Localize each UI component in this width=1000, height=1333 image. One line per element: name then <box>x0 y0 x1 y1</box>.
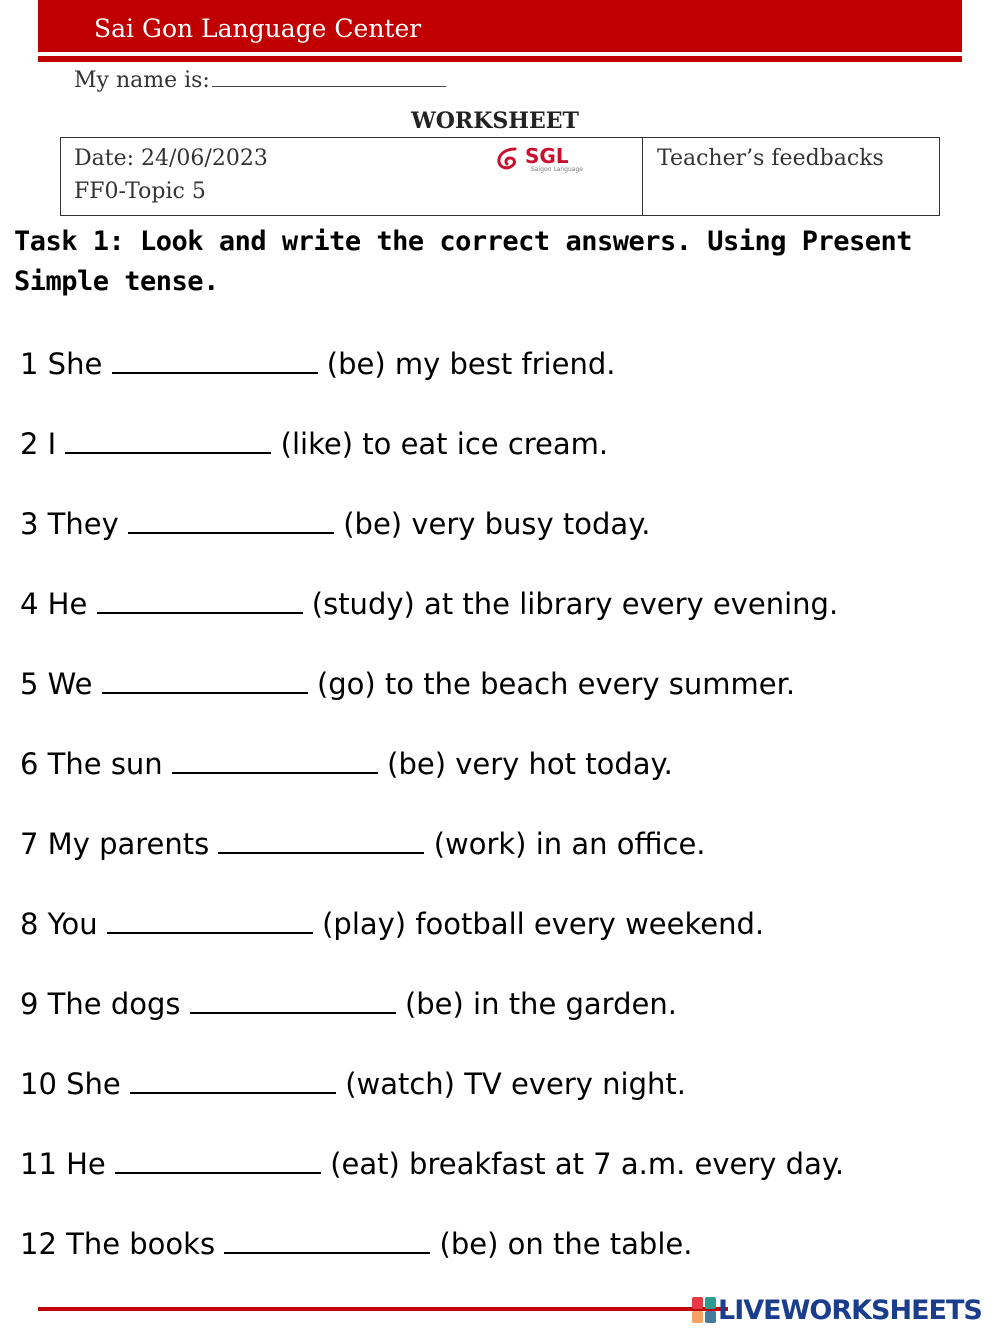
item-prefix: 4 He <box>20 587 88 621</box>
liveworksheets-logo <box>692 1294 982 1326</box>
item-suffix: (be) on the table. <box>439 1227 693 1261</box>
sgl-logo-icon <box>495 146 521 172</box>
exercise-item <box>20 1064 980 1144</box>
item-prefix: 12 The books <box>20 1227 216 1261</box>
item-prefix: 5 We <box>20 667 93 701</box>
exercise-list <box>20 344 980 1304</box>
item-suffix: (go) to the beach every summer. <box>316 667 796 701</box>
task-instruction: Task 1: Look and write the correct answers. Using Present Simple tense. <box>14 226 913 297</box>
exercise-item <box>20 424 980 504</box>
exercise-item <box>20 1144 980 1224</box>
exercise-item <box>20 664 980 744</box>
brand-icon-square <box>705 1311 716 1323</box>
answer-blank[interactable] <box>190 984 396 1014</box>
item-suffix: (eat) breakfast at 7 a.m. every day. <box>330 1147 845 1181</box>
exercise-item <box>20 1224 980 1304</box>
answer-blank[interactable] <box>102 664 308 694</box>
sgl-logo <box>495 144 605 176</box>
item-suffix: (watch) TV every night. <box>345 1067 686 1101</box>
answer-blank[interactable] <box>65 424 271 454</box>
item-prefix: 7 My parents <box>20 827 210 861</box>
item-suffix: (be) in the garden. <box>404 987 677 1021</box>
item-suffix: (like) to eat ice cream. <box>280 427 609 461</box>
item-prefix: 9 The dogs <box>20 987 181 1021</box>
answer-blank[interactable] <box>107 904 313 934</box>
item-prefix: 11 He <box>20 1147 106 1181</box>
answer-blank[interactable] <box>172 744 378 774</box>
exercise-item <box>20 344 980 424</box>
info-left-cell <box>61 138 643 215</box>
answer-blank[interactable] <box>130 1064 336 1094</box>
item-prefix: 10 She <box>20 1067 121 1101</box>
center-name: Sai Gon Language Center <box>94 14 422 43</box>
item-prefix: 1 She <box>20 347 103 381</box>
liveworksheets-icon <box>692 1297 716 1323</box>
logo-text: SGL <box>525 144 569 168</box>
teacher-feedback-label: Teacher’s feedbacks <box>657 146 884 171</box>
course-text: FF0-Topic 5 <box>74 179 206 204</box>
header-divider <box>38 56 962 62</box>
item-prefix: 8 You <box>20 907 98 941</box>
info-table <box>60 137 940 216</box>
brand-icon-square <box>692 1297 703 1309</box>
item-prefix: 2 I <box>20 427 57 461</box>
item-suffix: (be) very busy today. <box>343 507 651 541</box>
name-blank[interactable] <box>212 64 446 87</box>
footer-divider <box>38 1307 728 1311</box>
item-suffix: (play) football every weekend. <box>322 907 765 941</box>
logo-subtext: Saigon Language <box>531 166 583 173</box>
answer-blank[interactable] <box>224 1224 430 1254</box>
brand-icon-square <box>692 1311 703 1323</box>
brand-icon-square <box>705 1297 716 1309</box>
exercise-item <box>20 904 980 984</box>
header-bar <box>38 0 962 52</box>
item-prefix: 3 They <box>20 507 119 541</box>
answer-blank[interactable] <box>218 824 424 854</box>
item-suffix: (work) in an office. <box>433 827 706 861</box>
brand-text: LIVEWORKSHEETS <box>718 1294 982 1326</box>
item-suffix: (be) very hot today. <box>387 747 673 781</box>
exercise-item <box>20 984 980 1064</box>
name-label: My name is: <box>74 68 210 93</box>
name-row <box>74 64 446 93</box>
exercise-item <box>20 824 980 904</box>
answer-blank[interactable] <box>115 1144 321 1174</box>
exercise-item <box>20 504 980 584</box>
item-prefix: 6 The sun <box>20 747 163 781</box>
answer-blank[interactable] <box>112 344 318 374</box>
item-suffix: (be) my best friend. <box>326 347 616 381</box>
answer-blank[interactable] <box>128 504 334 534</box>
exercise-item <box>20 584 980 664</box>
answer-blank[interactable] <box>97 584 303 614</box>
exercise-item <box>20 744 980 824</box>
item-suffix: (study) at the library every evening. <box>311 587 839 621</box>
date-text: Date: 24/06/2023 <box>74 146 268 171</box>
worksheet-title: WORKSHEET <box>411 108 579 134</box>
